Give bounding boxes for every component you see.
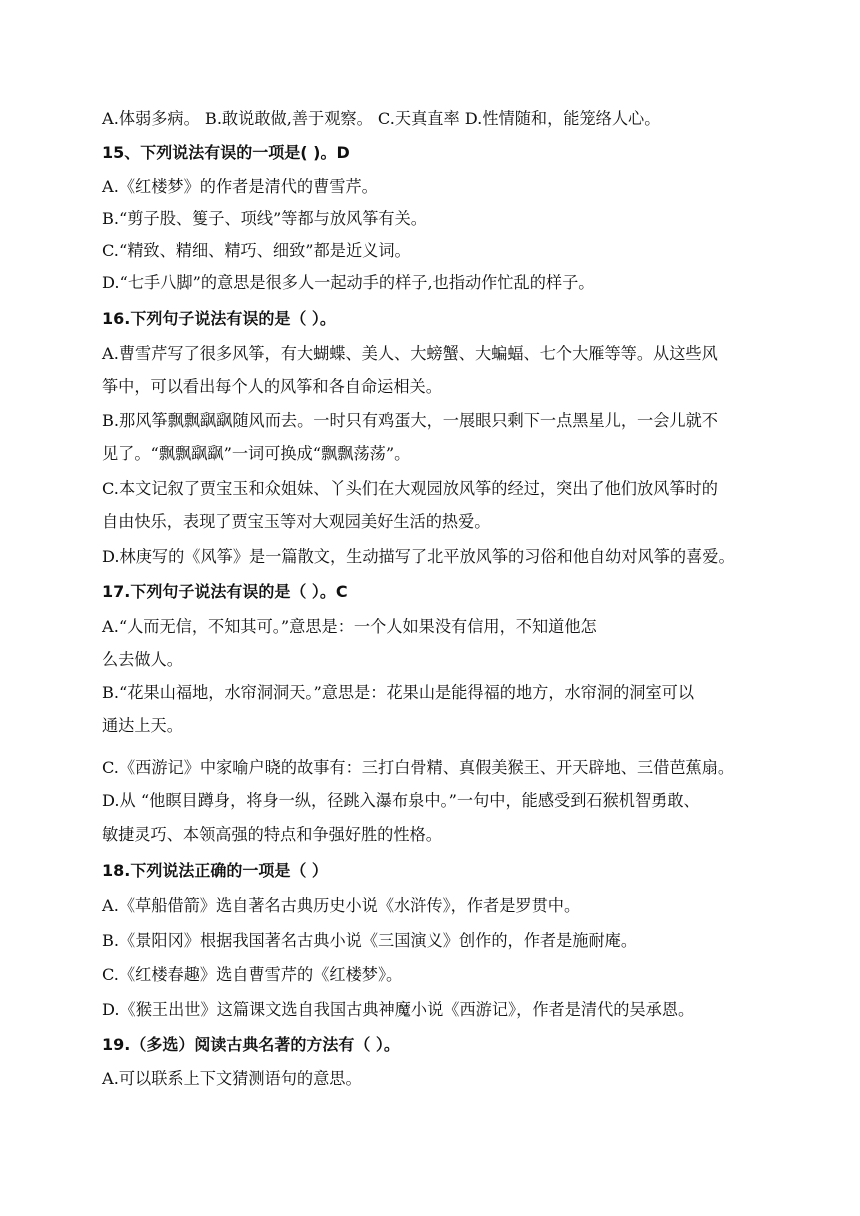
question-18: 18.下列说法正确的一项是（ ） bbox=[102, 861, 328, 880]
q18-option-c: C.《红楼春趣》选自曹雪芹的《红楼梦》。 bbox=[102, 965, 403, 984]
q16-option-c-line1: C.本文记叙了贾宝玉和众姐妹、丫头们在大观园放风筝的经过，突出了他们放风筝时的 bbox=[102, 479, 718, 498]
question-16: 16.下列句子说法有误的是（ ）。 bbox=[102, 309, 336, 328]
q19-option-a: A.可以联系上下文猜测语句的意思。 bbox=[102, 1069, 362, 1088]
q17-option-d-line1: D.从 “他瞑目蹲身，将身一纵，径跳入瀑布泉中。”一句中，能感受到石猴机智勇敢、 bbox=[102, 791, 700, 810]
question-17: 17.下列句子说法有误的是（ ）。C bbox=[102, 582, 348, 601]
question-19: 19.（多选）阅读古典名著的方法有（ ）。 bbox=[102, 1035, 400, 1054]
q15-option-c: C.“精致、精细、精巧、细致”都是近义词。 bbox=[102, 241, 411, 260]
q16-option-a-line2: 筝中，可以看出每个人的风筝和各自命运相关。 bbox=[102, 377, 442, 396]
question-15: 15、下列说法有误的一项是( )。D bbox=[102, 143, 350, 162]
q18-option-b: B.《景阳冈》根据我国著名古典小说《三国演义》创作的，作者是施耐庵。 bbox=[102, 931, 638, 950]
q17-option-b-line1: B.“花果山福地，水帘洞洞天。”意思是：花果山是能得福的地方，水帘洞的洞室可以 bbox=[102, 683, 695, 702]
q16-option-b-line2: 见了。“飘飘飖飖”一词可换成“飘飘荡荡”。 bbox=[102, 444, 411, 463]
q16-option-b-line1: B.那风筝飘飘飖飖随风而去。一时只有鸡蛋大，一展眼只剩下一点黑星儿，一会儿就不 bbox=[102, 411, 718, 430]
q16-option-d: D.林庚写的《风筝》是一篇散文，生动描写了北平放风筝的习俗和他自幼对风筝的喜爱。 bbox=[102, 547, 735, 566]
q18-option-a: A.《草船借箭》选自著名古典历史小说《水浒传》，作者是罗贯中。 bbox=[102, 896, 581, 915]
q16-option-a-line1: A.曹雪芹写了很多风筝，有大蝴蝶、美人、大螃蟹、大蝙蝠、七个大雁等等。从这些风 bbox=[102, 344, 718, 363]
q17-option-b-line2: 通达上天。 bbox=[102, 716, 183, 735]
q15-option-b: B.“剪子股、篗子、项线”等都与放风筝有关。 bbox=[102, 209, 427, 228]
q15-option-d: D.“七手八脚”的意思是很多人一起动手的样子,也指动作忙乱的样子。 bbox=[102, 273, 595, 292]
q17-option-c: C.《西游记》中家喻户晓的故事有：三打白骨精、真假美猴王、开天辟地、三借芭蕉扇。 bbox=[102, 758, 735, 777]
q18-option-d: D.《猴王出世》这篇课文选自我国古典神魔小说《西游记》，作者是清代的吴承恩。 bbox=[102, 1000, 695, 1019]
q17-option-a-line1: A.“人而无信，不知其可。”意思是：一个人如果没有信用，不知道他怎 bbox=[102, 617, 597, 636]
q15-option-a: A.《红楼梦》的作者是清代的曹雪芹。 bbox=[102, 177, 378, 196]
q17-option-d-line2: 敏捷灵巧、本领高强的特点和争强好胜的性格。 bbox=[102, 825, 442, 844]
q16-option-c-line2: 自由快乐，表现了贾宝玉等对大观园美好生活的热爱。 bbox=[102, 512, 491, 531]
q14-options: A.体弱多病。 B.敢说敢做,善于观察。 C.天真直率 D.性情随和，能笼络人心。 bbox=[102, 109, 661, 128]
q17-option-a-line2: 么去做人。 bbox=[102, 650, 183, 669]
